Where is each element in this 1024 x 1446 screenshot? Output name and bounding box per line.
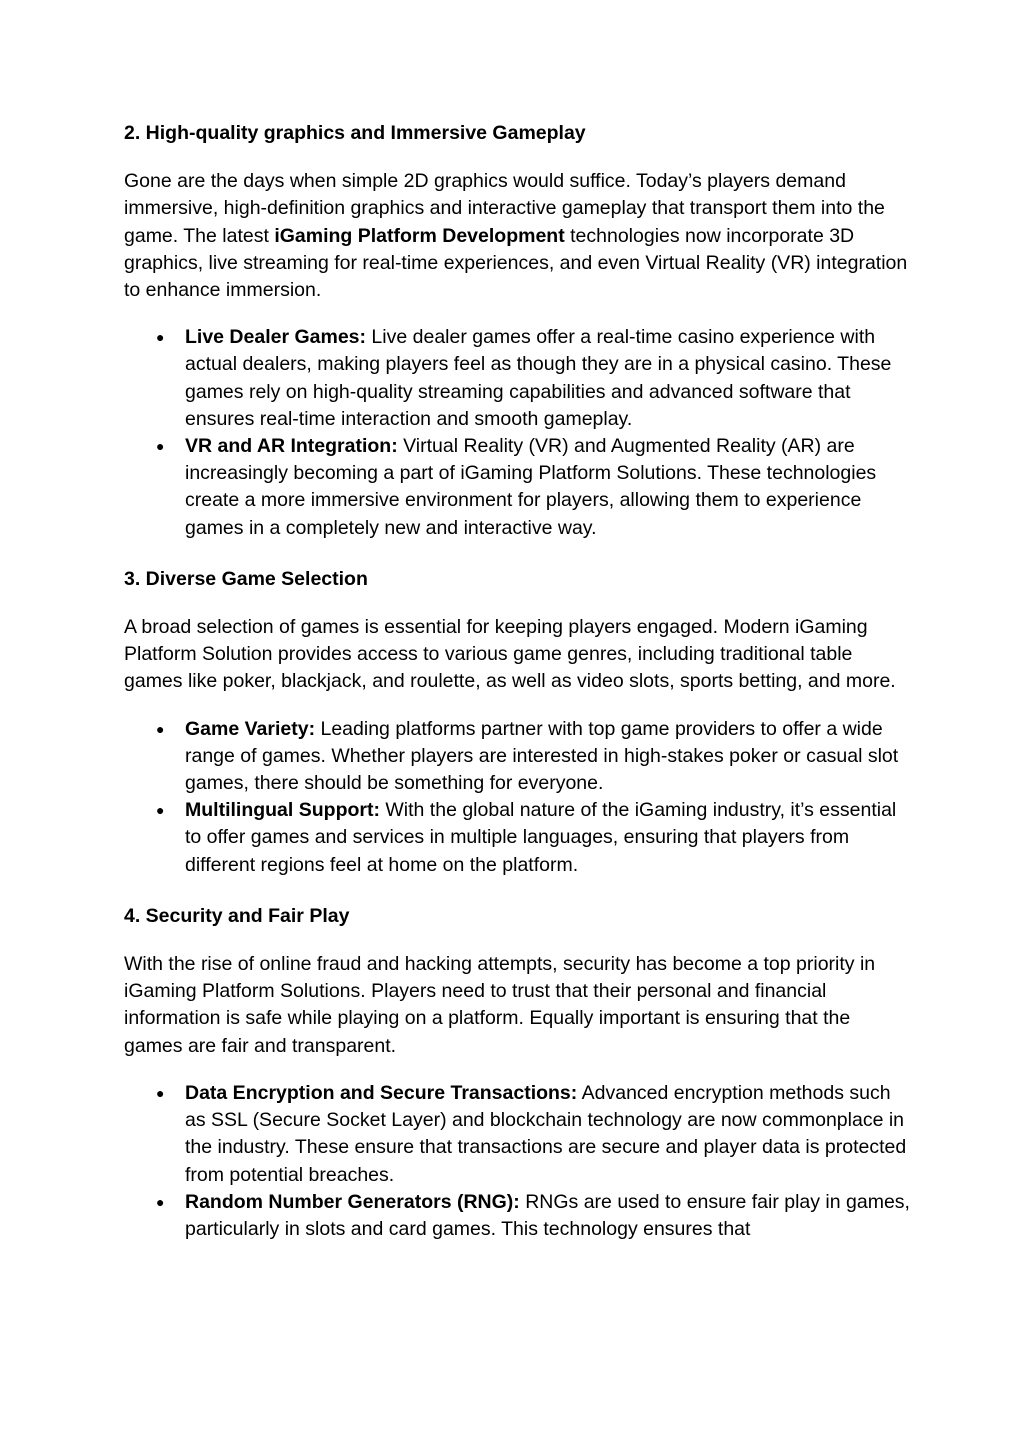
bullet-term: Multilingual Support: <box>185 799 380 822</box>
bullet-icon: ● <box>156 438 165 455</box>
bullet-text: With the global nature of the iGaming industry, it’s essential to offer games and services in multiple languages, ensuring that players from different regions feel at home on the platform. <box>185 799 897 876</box>
section-heading: 2. High-quality graphics and Immersive Gameplay <box>124 122 586 144</box>
section-heading: 3. Diverse Game Selection <box>124 567 368 590</box>
list-item <box>124 716 914 798</box>
bullet-list <box>124 1080 914 1243</box>
list-item <box>124 797 914 879</box>
bold-phrase: iGaming Platform Development <box>274 224 565 247</box>
bullet-text: Virtual Reality (VR) and Augmented Reality (AR) are increasingly becoming a part of iGaming Platform Solutions. These technologies create a more immersive environment for players, allowing them to experience games in a completely new and interactive way. <box>185 435 877 539</box>
document-page <box>124 120 914 1243</box>
section-heading: 4. Security and Fair Play <box>124 904 350 927</box>
bullet-term: Game Variety: <box>185 717 316 740</box>
bullet-term: Random Number Generators (RNG): <box>185 1190 520 1213</box>
section-game-selection <box>124 566 914 879</box>
bullet-list <box>124 324 914 542</box>
list-item <box>124 433 914 542</box>
bullet-term: Data Encryption and Secure Transactions: <box>185 1081 578 1104</box>
list-item <box>124 324 914 433</box>
bullet-icon: ● <box>156 802 165 819</box>
list-item <box>124 1080 914 1189</box>
bullet-text: Leading platforms partner with top game providers to offer a wide range of games. Whether players are interested in high-stakes poker or casual slot games, there should be something for everyone. <box>185 717 899 795</box>
section-paragraph: Gone are the days when simple 2D graphics would suffice. Today’s players demand immersive, high-definition graphics and interactive gameplay that transport them into the game. The latest iGaming Platform Development technologies now incorporate 3D graphics, live streaming for real-time experiences, and even Virtual Reality (VR) integration to enhance immersion. <box>124 170 908 302</box>
bullet-icon: ● <box>156 1193 165 1210</box>
section-paragraph: With the rise of online fraud and hacking attempts, security has become a top priority in iGaming Platform Solutions. Players need to trust that their personal and financial information is safe while playing on a platform. Equally important is ensuring that the games are fair and transparent. <box>124 953 876 1057</box>
bullet-term: VR and AR Integration: <box>185 435 398 458</box>
bullet-list <box>124 716 914 879</box>
list-item <box>124 1189 914 1243</box>
bullet-icon: ● <box>156 329 165 346</box>
section-security <box>124 903 914 1243</box>
section-graphics <box>124 120 914 542</box>
bullet-term: Live Dealer Games: <box>185 326 367 349</box>
bullet-icon: ● <box>156 1084 165 1101</box>
bullet-text: Live dealer games offer a real-time casino experience with actual dealers, making players feel as though they are in a physical casino. These games rely on high-quality streaming capabilities and advanced software that ensures real-time interaction and smooth gameplay. <box>185 326 892 430</box>
bullet-icon: ● <box>156 720 165 737</box>
section-paragraph: A broad selection of games is essential for keeping players engaged. Modern iGaming Platform Solution provides access to various game genres, including traditional table games like poker, blackjack, and roulette, as well as video slots, sports betting, and more. <box>124 616 896 693</box>
bullet-text: RNGs are used to ensure fair play in games, particularly in slots and card games. This technology ensures that <box>185 1190 910 1240</box>
bullet-text: Advanced encryption methods such as SSL (Secure Socket Layer) and blockchain technology are now commonplace in the industry. These ensure that transactions are secure and player data is protected from potential breaches. <box>185 1081 907 1186</box>
